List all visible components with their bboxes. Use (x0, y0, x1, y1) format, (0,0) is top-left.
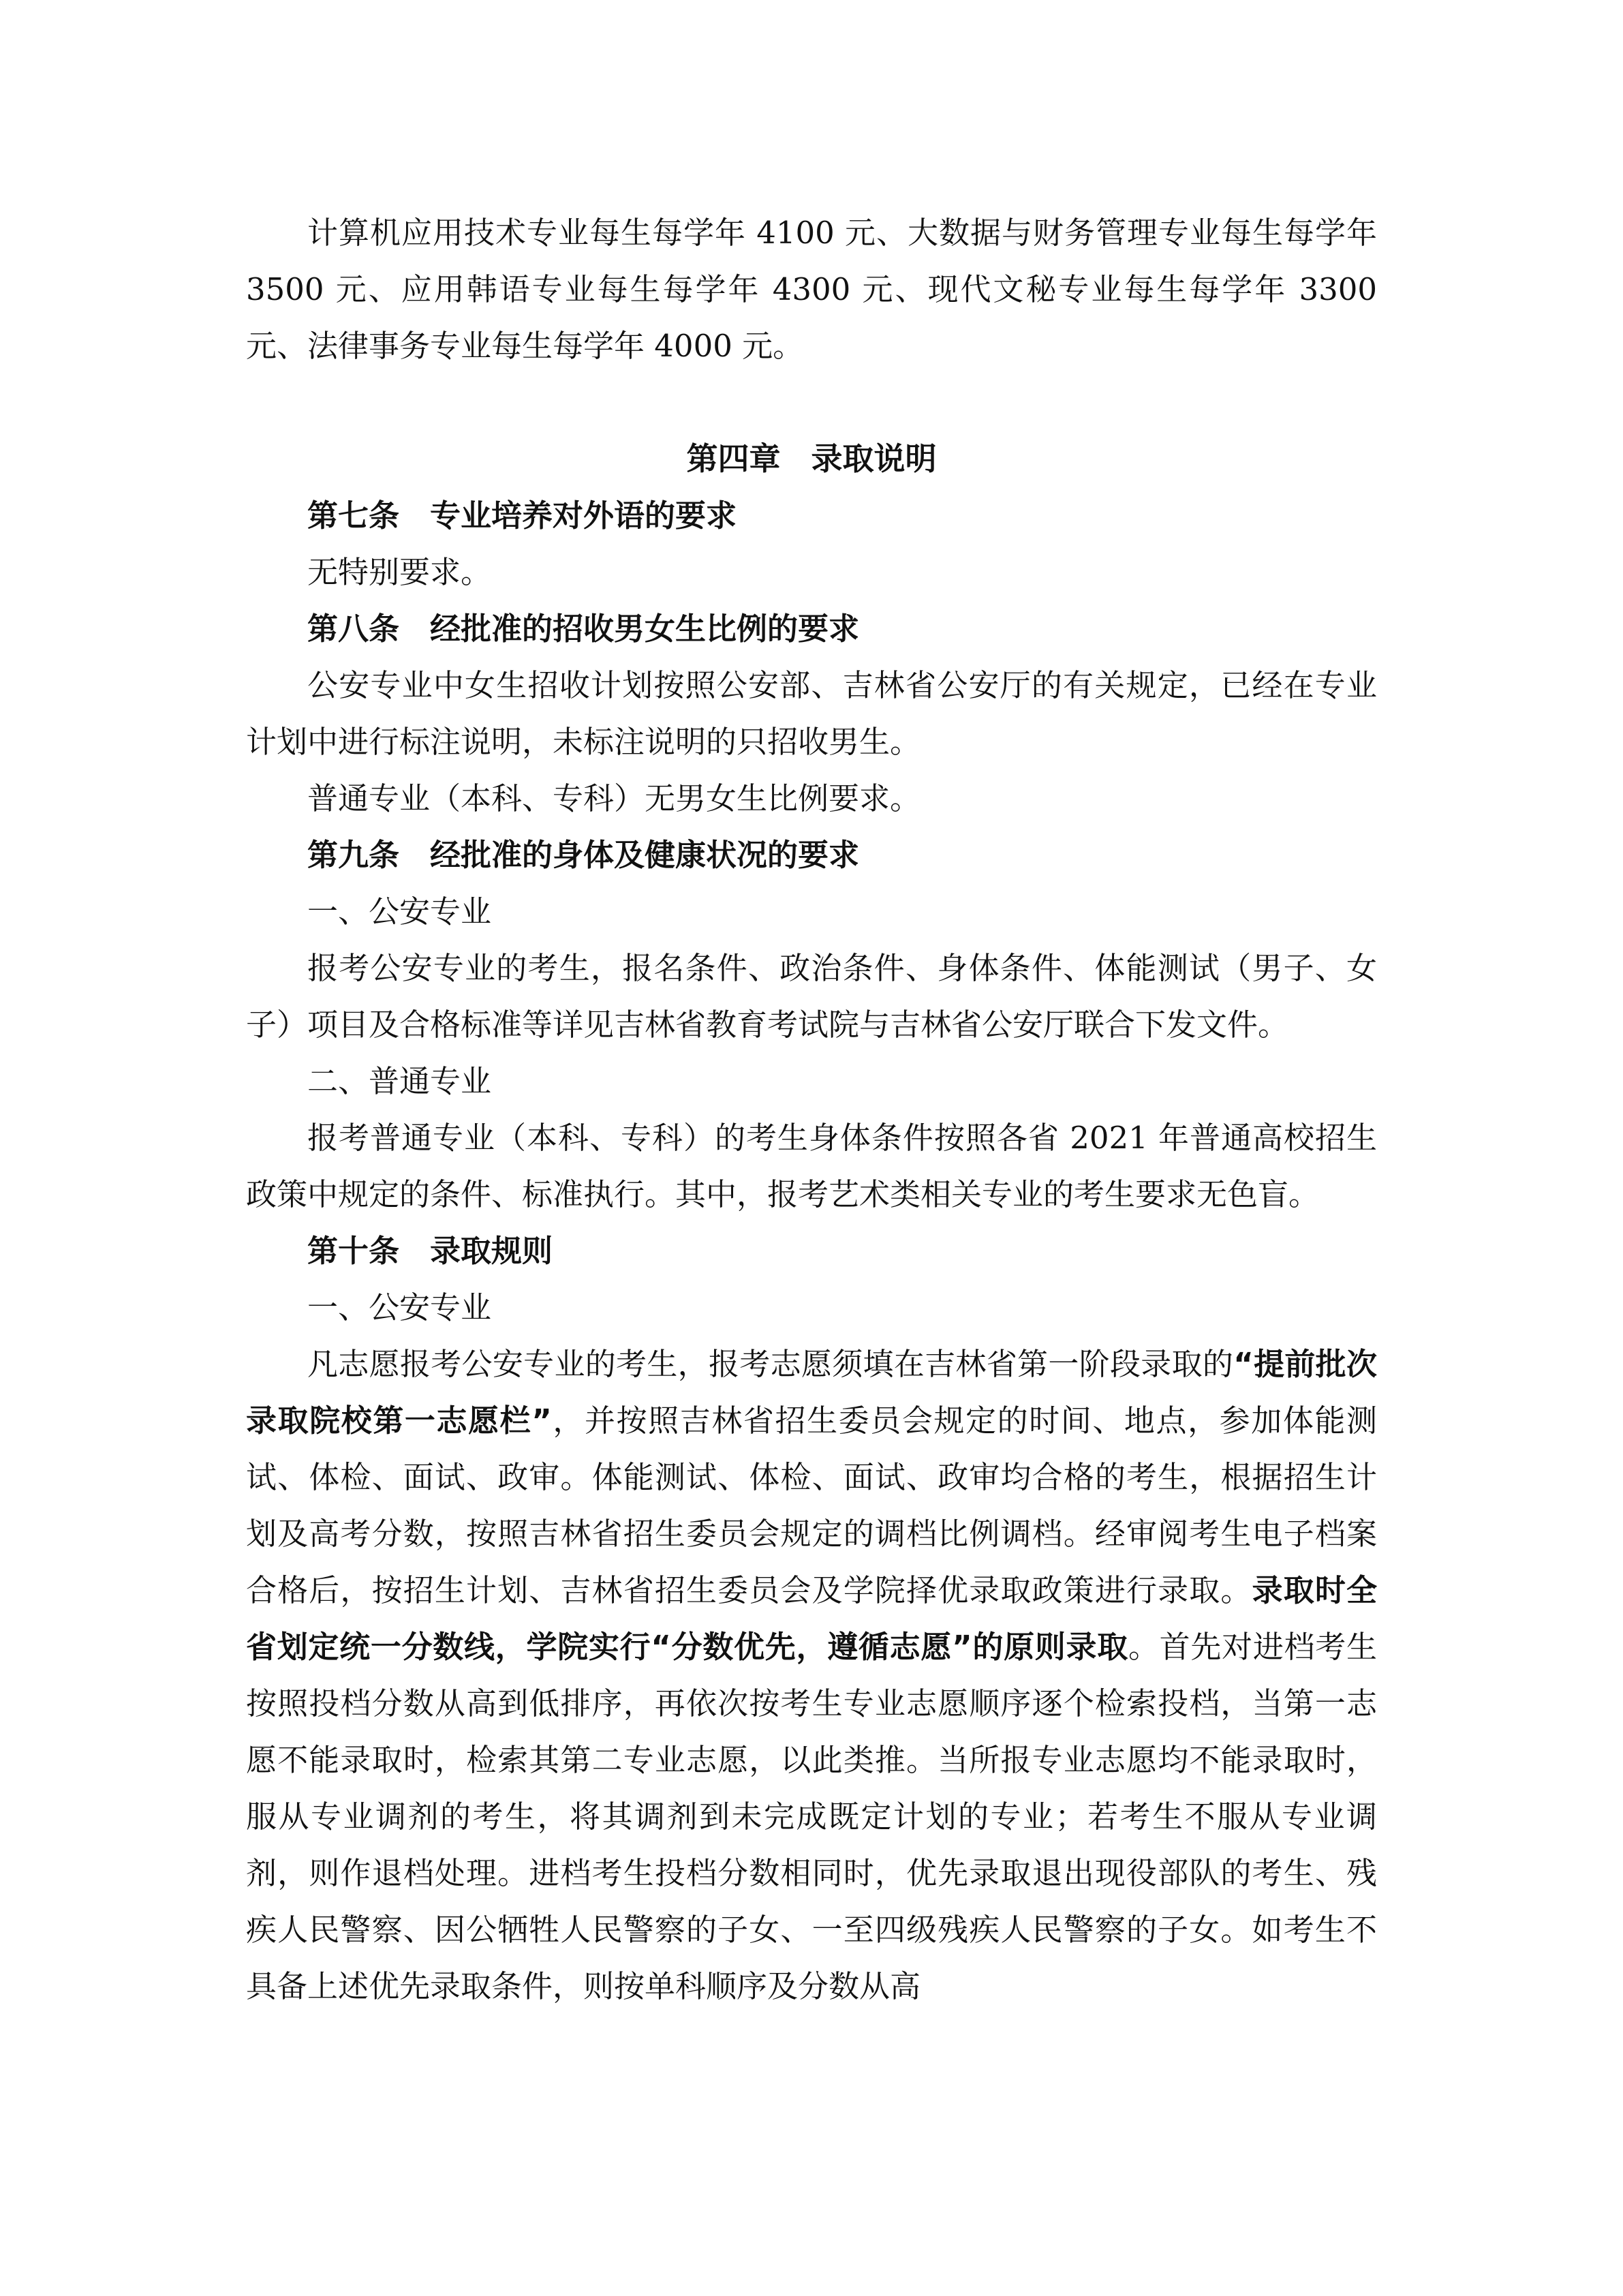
article-10-emphasis-1: “提前批次录取院校第一志愿栏” (246, 1346, 1377, 1439)
article-9-heading (246, 827, 1377, 883)
chapter-heading (246, 431, 1377, 487)
article-9-section-2-heading: 二、普通专业 (307, 1063, 492, 1099)
article-10-emphasis-2: 录取时全省划定统一分数线，学院实行“分数优先，遵循志愿”的原则录取 (246, 1572, 1377, 1665)
article-9-section-1-body: 报考公安专业的考生，报名条件、政治条件、身体条件、体能测试（男子、女子）项目及合格标准等详见吉林省教育考试院与吉林省公安厅联合下发文件。 (246, 950, 1377, 1043)
article-8-body-1: 公安专业中女生招收计划按照公安部、吉林省公安厅的有关规定，已经在专业计划中进行标注说明，未标注说明的只招收男生。 (246, 667, 1377, 760)
article-10-title: 录取规则 (430, 1233, 553, 1269)
article-8-title: 经批准的招收男女生比例的要求 (430, 611, 860, 647)
article-10-section-1-body (246, 1336, 1377, 2015)
article-7-body: 无特别要求。 (307, 554, 492, 590)
article-9-title: 经批准的身体及健康状况的要求 (430, 837, 860, 873)
article-9-section-2-body: 报考普通专业（本科、专科）的考生身体条件按照各省 2021 年普通高校招生政策中规定的条件、标准执行。其中，报考艺术类相关专业的考生要求无色盲。 (246, 1120, 1377, 1212)
article-7-heading (246, 487, 1377, 544)
article-10-heading (246, 1223, 1377, 1279)
article-10-section-1-heading: 一、公安专业 (307, 1289, 492, 1326)
chapter-number: 第四章 (686, 440, 781, 477)
article-7-number: 第七条 (307, 498, 400, 534)
article-8-body-2: 普通专业（本科、专科）无男女生比例要求。 (307, 780, 921, 816)
document-body (246, 204, 1377, 2015)
article-7-title: 专业培养对外语的要求 (430, 498, 737, 534)
article-8-heading (246, 600, 1377, 657)
chapter-title: 录取说明 (811, 440, 937, 477)
article-10-text-a: 凡志愿报考公安专业的考生，报考志愿须填在吉林省第一阶段录取的 (307, 1346, 1234, 1382)
tuition-paragraph: 计算机应用技术专业每生每学年 4100 元、大数据与财务管理专业每生每学年 3500 元、应用韩语专业每生每学年 4300 元、现代文秘专业每生每学年 3300 元、法律事务专业每生每学年 4000 元。 (246, 215, 1377, 364)
article-9-section-1-heading: 一、公安专业 (307, 893, 492, 930)
article-10-number: 第十条 (307, 1233, 400, 1269)
article-10-text-e: 。首先对进档考生按照投档分数从高到低排序，再依次按考生专业志愿顺序逐个检索投档，当第一志愿不能录取时，检索其第二专业志愿，以此类推。当所报专业志愿均不能录取时，服从专业调剂的考生，将其调剂到未完成既定计划的专业；若考生不服从专业调剂，则作退档处理。进档考生投档分数相同时，优先录取退出现役部队的考生、残疾人民警察、因公牺牲人民警察的子女、一至四级残疾人民警察的子女。如考生不具备上述优先录取条件，则按单科顺序及分数从高 (246, 1629, 1377, 2004)
article-8-number: 第八条 (307, 611, 400, 647)
article-10-text-c: ，并按照吉林省招生委员会规定的时间、地点，参加体能测试、体检、面试、政审。体能测试、体检、面试、政审均合格的考生，根据招生计划及高考分数，按照吉林省招生委员会规定的调档比例调档。经审阅考生电子档案合格后，按招生计划、吉林省招生委员会及学院择优录取政策进行录取。 (246, 1403, 1377, 1608)
article-9-number: 第九条 (307, 837, 400, 873)
